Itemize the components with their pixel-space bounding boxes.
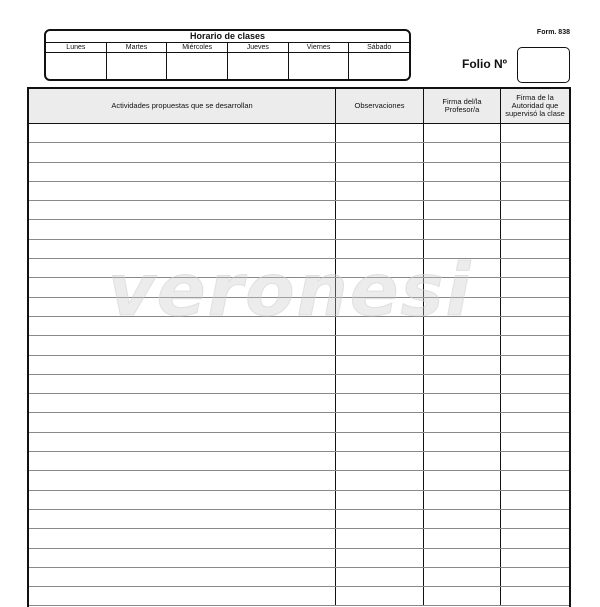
folio-number-field[interactable] [517,47,570,83]
table-row [29,143,569,162]
schedule-title: Horario de clases [46,31,409,43]
table-cell[interactable] [29,452,336,470]
table-cell[interactable] [501,356,569,374]
table-cell[interactable] [29,182,336,200]
table-cell[interactable] [29,510,336,528]
table-row [29,356,569,375]
table-cell[interactable] [501,529,569,547]
day-viernes: Viernes [289,43,350,52]
table-cell[interactable] [424,549,501,567]
table-cell[interactable] [29,394,336,412]
table-cell[interactable] [336,375,424,393]
table-row [29,220,569,239]
folio-label: Folio Nº [462,57,508,71]
schedule-cell[interactable] [289,53,350,81]
table-cell[interactable] [29,143,336,161]
table-cell[interactable] [29,491,336,509]
table-cell[interactable] [501,433,569,451]
table-cell[interactable] [424,587,501,605]
table-cell[interactable] [424,491,501,509]
day-martes: Martes [107,43,168,52]
table-cell[interactable] [336,201,424,219]
table-cell[interactable] [501,124,569,142]
table-row [29,413,569,432]
table-row [29,510,569,529]
activities-table [27,87,571,607]
table-cell[interactable] [501,549,569,567]
table-row [29,433,569,452]
day-lunes: Lunes [46,43,107,52]
table-cell[interactable] [29,163,336,181]
table-cell[interactable] [336,568,424,586]
table-cell[interactable] [501,413,569,431]
table-cell[interactable] [501,317,569,335]
table-cell[interactable] [29,278,336,296]
table-cell[interactable] [501,471,569,489]
table-cell[interactable] [336,259,424,277]
schedule-cells-row [46,53,409,81]
table-cell[interactable] [336,278,424,296]
day-miercoles: Miércoles [167,43,228,52]
table-cell[interactable] [336,163,424,181]
table-cell[interactable] [29,549,336,567]
table-cell[interactable] [501,278,569,296]
table-cell[interactable] [424,529,501,547]
table-cell[interactable] [336,317,424,335]
table-cell[interactable] [501,587,569,605]
schedule-box [44,29,411,81]
table-row [29,471,569,490]
table-cell[interactable] [501,510,569,528]
table-cell[interactable] [29,317,336,335]
table-cell[interactable] [501,240,569,258]
table-cell[interactable] [29,124,336,142]
table-cell[interactable] [336,587,424,605]
schedule-cell[interactable] [349,53,409,81]
day-jueves: Jueves [228,43,289,52]
table-row [29,587,569,606]
header-actividades: Actividades propuestas que se desarrollan [29,89,336,123]
table-row [29,240,569,259]
table-cell[interactable] [424,510,501,528]
table-cell[interactable] [336,452,424,470]
table-cell[interactable] [336,471,424,489]
table-cell[interactable] [29,336,336,354]
table-cell[interactable] [336,433,424,451]
table-cell[interactable] [29,587,336,605]
table-cell[interactable] [29,356,336,374]
table-cell[interactable] [29,413,336,431]
table-row [29,336,569,355]
table-cell[interactable] [336,182,424,200]
table-cell[interactable] [336,413,424,431]
table-cell[interactable] [336,336,424,354]
table-cell[interactable] [29,433,336,451]
table-cell[interactable] [29,240,336,258]
table-cell[interactable] [424,433,501,451]
table-cell[interactable] [424,182,501,200]
table-cell[interactable] [29,220,336,238]
table-cell[interactable] [336,510,424,528]
table-cell[interactable] [336,356,424,374]
header-observaciones: Observaciones [336,89,424,123]
form-number: Form. 838 [536,29,570,36]
table-cell[interactable] [501,394,569,412]
day-sabado: Sábado [367,44,392,51]
table-cell[interactable] [424,240,501,258]
table-cell[interactable] [29,298,336,316]
table-cell[interactable] [501,452,569,470]
table-cell[interactable] [336,124,424,142]
table-cell[interactable] [336,491,424,509]
table-cell[interactable] [501,568,569,586]
table-cell[interactable] [336,529,424,547]
table-cell[interactable] [424,298,501,316]
table-row [29,568,569,587]
table-row [29,375,569,394]
table-cell[interactable] [424,336,501,354]
table-cell[interactable] [424,259,501,277]
table-cell[interactable] [424,452,501,470]
table-rows [29,124,569,606]
table-cell[interactable] [501,163,569,181]
table-cell[interactable] [424,568,501,586]
watermark-logo: veronesi [107,248,473,332]
table-row [29,259,569,278]
table-cell[interactable] [336,394,424,412]
table-cell[interactable] [501,220,569,238]
table-cell[interactable] [424,201,501,219]
table-row [29,549,569,568]
table-row [29,163,569,182]
table-cell[interactable] [29,201,336,219]
table-cell[interactable] [336,240,424,258]
table-cell[interactable] [336,549,424,567]
table-cell[interactable] [424,471,501,489]
table-cell[interactable] [424,220,501,238]
table-row [29,452,569,471]
table-cell[interactable] [29,529,336,547]
table-cell[interactable] [501,201,569,219]
table-cell[interactable] [424,413,501,431]
schedule-cell[interactable] [107,53,168,81]
table-cell[interactable] [424,163,501,181]
table-cell[interactable] [501,182,569,200]
schedule-days-row [46,43,409,53]
table-cell[interactable] [424,124,501,142]
table-row [29,394,569,413]
table-row [29,298,569,317]
schedule-cell[interactable] [167,53,228,81]
schedule-cell[interactable] [46,53,107,81]
table-cell[interactable] [424,356,501,374]
table-cell[interactable] [424,317,501,335]
header-firma-profesor: Firma del/la Profesor/a [424,89,501,123]
table-row [29,278,569,297]
table-row [29,201,569,220]
table-cell[interactable] [336,220,424,238]
table-cell[interactable] [501,491,569,509]
table-row [29,491,569,510]
table-row [29,182,569,201]
table-cell[interactable] [501,143,569,161]
table-cell[interactable] [29,471,336,489]
table-cell[interactable] [501,375,569,393]
table-cell[interactable] [424,143,501,161]
table-cell[interactable] [29,375,336,393]
table-cell[interactable] [424,394,501,412]
header-firma-autoridad: Firma de la Autoridad que supervisó la clase [505,93,565,118]
table-cell[interactable] [424,375,501,393]
schedule-cell[interactable] [228,53,289,81]
table-cell[interactable] [336,298,424,316]
table-cell[interactable] [501,336,569,354]
table-cell[interactable] [29,568,336,586]
table-cell[interactable] [501,298,569,316]
table-cell[interactable] [424,278,501,296]
table-row [29,124,569,143]
table-cell[interactable] [29,259,336,277]
table-header [29,89,569,124]
table-cell[interactable] [501,259,569,277]
table-cell[interactable] [336,143,424,161]
table-row [29,529,569,548]
table-row [29,317,569,336]
